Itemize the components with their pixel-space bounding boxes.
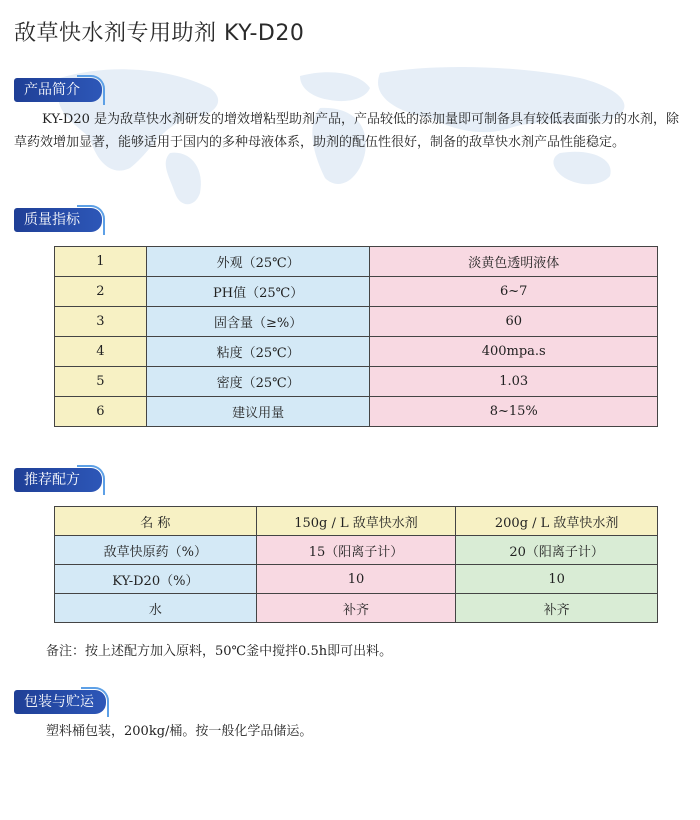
tag-arc-decoration xyxy=(77,75,105,105)
section-tag-packaging xyxy=(14,690,106,714)
table-cell: 400mpa.s xyxy=(370,337,658,367)
table-cell: 敌草快原药（%） xyxy=(55,536,257,565)
table-cell: 密度（25℃） xyxy=(146,367,370,397)
table-cell: 外观（25℃） xyxy=(146,247,370,277)
section-tag-quality xyxy=(14,208,102,232)
table-row xyxy=(55,307,658,337)
table-cell: 粘度（25℃） xyxy=(146,337,370,367)
table-cell: 4 xyxy=(55,337,147,367)
tag-arc-decoration xyxy=(77,465,105,495)
tag-arc-decoration xyxy=(81,687,109,717)
formula-note: 备注：按上述配方加入原料，50℃釜中搅拌0.5h即可出料。 xyxy=(46,644,393,659)
packaging-text: 塑料桶包装，200kg/桶。按一般化学品储运。 xyxy=(46,724,313,739)
table-cell: 5 xyxy=(55,367,147,397)
table-cell: 2 xyxy=(55,277,147,307)
table-row xyxy=(55,397,658,427)
table-cell: 8~15% xyxy=(370,397,658,427)
table-cell: 3 xyxy=(55,307,147,337)
table-cell: 补齐 xyxy=(256,594,456,623)
section-tag-formula xyxy=(14,468,102,492)
table-cell: 20（阳离子计） xyxy=(456,536,658,565)
table-cell: 1 xyxy=(55,247,147,277)
table-cell: 水 xyxy=(55,594,257,623)
table-header-row xyxy=(55,507,658,536)
section-label: 产品简介 xyxy=(24,82,80,98)
table-cell: 10 xyxy=(256,565,456,594)
page-title: 敌草快水剂专用助剂 KY-D20 xyxy=(14,21,305,46)
table-row xyxy=(55,337,658,367)
table-cell: 60 xyxy=(370,307,658,337)
table-cell: 淡黄色透明液体 xyxy=(370,247,658,277)
section-tag-intro xyxy=(14,78,102,102)
table-cell: PH值（25℃） xyxy=(146,277,370,307)
table-row xyxy=(55,536,658,565)
table-row xyxy=(55,247,658,277)
table-row xyxy=(55,277,658,307)
table-cell: 1.03 xyxy=(370,367,658,397)
table-cell: 6 xyxy=(55,397,147,427)
formula-table xyxy=(54,506,658,623)
table-row xyxy=(55,594,658,623)
table-row xyxy=(55,367,658,397)
header-cell: 名 称 xyxy=(55,507,257,536)
quality-table xyxy=(54,246,658,427)
table-cell: 补齐 xyxy=(456,594,658,623)
section-label: 包装与贮运 xyxy=(24,694,94,710)
section-label: 推荐配方 xyxy=(24,472,80,488)
table-cell: 建议用量 xyxy=(146,397,370,427)
header-cell: 200g / L 敌草快水剂 xyxy=(456,507,658,536)
table-row xyxy=(55,565,658,594)
table-cell: 10 xyxy=(456,565,658,594)
table-cell: 固含量（≥%） xyxy=(146,307,370,337)
intro-paragraph: KY-D20 是为敌草快水剂研发的增效增粘型助剂产品，产品较低的添加量即可制备具有较低表面张力的水剂，除草药效增加显著，能够适用于国内的多种母液体系，助剂的配伍性很好，制备的敌草快水剂产品性能稳定。 xyxy=(14,112,680,150)
table-cell: KY-D20（%） xyxy=(55,565,257,594)
section-label: 质量指标 xyxy=(24,212,80,228)
table-cell: 6~7 xyxy=(370,277,658,307)
header-cell: 150g / L 敌草快水剂 xyxy=(256,507,456,536)
tag-arc-decoration xyxy=(77,205,105,235)
table-cell: 15（阳离子计） xyxy=(256,536,456,565)
